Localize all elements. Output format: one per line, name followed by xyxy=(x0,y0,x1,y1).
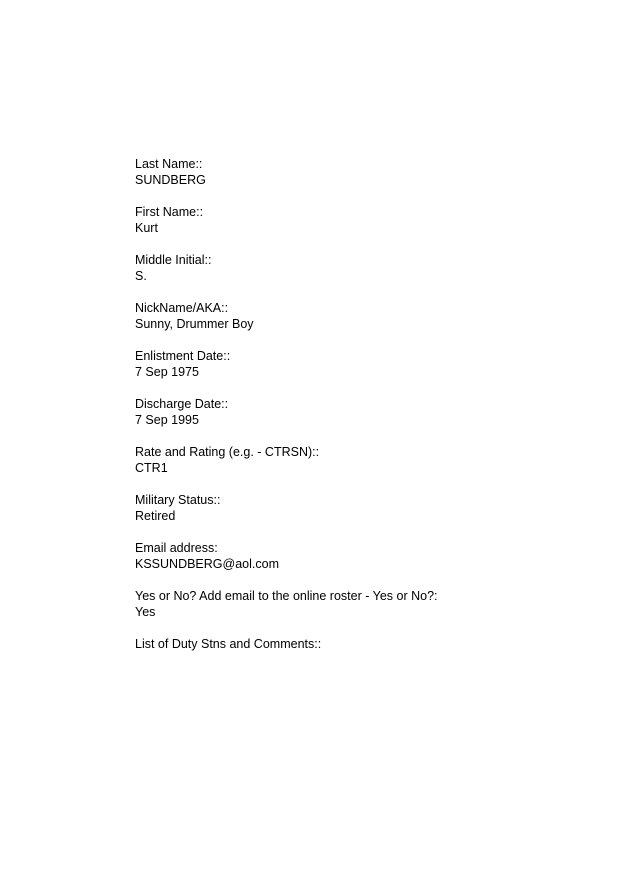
roster-opt-in-value: Yes xyxy=(135,605,156,619)
military-status-value: Retired xyxy=(135,509,176,523)
duty-stations-field xyxy=(135,636,595,652)
last-name-field xyxy=(135,156,595,188)
rate-rating-label: Rate and Rating (e.g. - CTRSN):: xyxy=(135,445,320,459)
nickname-value: Sunny, Drummer Boy xyxy=(135,317,254,331)
first-name-field xyxy=(135,204,595,236)
roster-opt-in-label: Yes or No? Add email to the online roster - Yes or No?: xyxy=(135,589,438,603)
discharge-date-value: 7 Sep 1995 xyxy=(135,413,199,427)
discharge-date-label: Discharge Date:: xyxy=(135,397,229,411)
middle-initial-value: S. xyxy=(135,269,147,283)
last-name-value: SUNDBERG xyxy=(135,173,206,187)
submission-form xyxy=(135,156,595,668)
roster-opt-in-field xyxy=(135,588,595,620)
email-label: Email address: xyxy=(135,541,218,555)
enlistment-date-label: Enlistment Date:: xyxy=(135,349,231,363)
email-field xyxy=(135,540,595,572)
nickname-field xyxy=(135,300,595,332)
first-name-label: First Name:: xyxy=(135,205,204,219)
discharge-date-field xyxy=(135,396,595,428)
military-status-field xyxy=(135,492,595,524)
last-name-label: Last Name:: xyxy=(135,157,203,171)
enlistment-date-field xyxy=(135,348,595,380)
middle-initial-field xyxy=(135,252,595,284)
middle-initial-label: Middle Initial:: xyxy=(135,253,212,267)
nickname-label: NickName/AKA:: xyxy=(135,301,229,315)
rate-rating-field xyxy=(135,444,595,476)
first-name-value: Kurt xyxy=(135,221,158,235)
enlistment-date-value: 7 Sep 1975 xyxy=(135,365,199,379)
rate-rating-value: CTR1 xyxy=(135,461,168,475)
email-value: KSSUNDBERG@aol.com xyxy=(135,557,279,571)
military-status-label: Military Status:: xyxy=(135,493,221,507)
duty-stations-label: List of Duty Stns and Comments:: xyxy=(135,637,322,651)
